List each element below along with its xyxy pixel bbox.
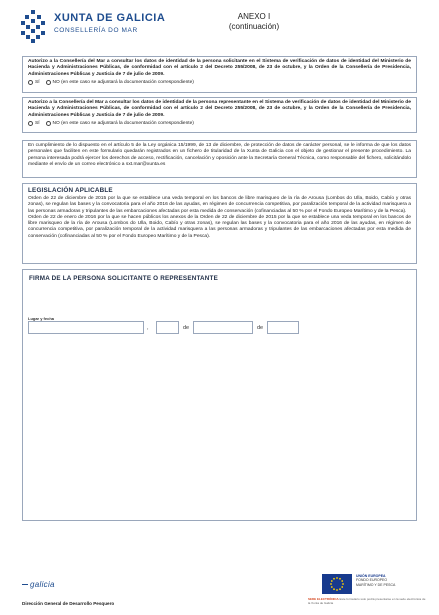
annex-subtitle: (continuación) [228,22,280,31]
annex-heading [194,12,314,32]
sede-brand: SEDE ELECTRÓNICA [308,597,339,601]
day-field[interactable] [156,321,179,334]
authorization-applicant-box [22,56,417,93]
authorization-applicant-yes-radio[interactable] [28,80,33,85]
electronic-office-note [308,598,426,605]
year-field[interactable] [267,321,299,334]
galicia-footer-logo [22,574,55,592]
eu-line-2: FONDO EUROPEO [356,578,388,583]
xunta-logo-icon [18,10,48,44]
de-separator-2: de [257,325,264,331]
page-header [14,8,425,52]
galicia-mark-text: galicia [30,580,55,589]
place-field[interactable] [28,321,144,334]
annex-title: ANEXO I [237,12,271,21]
data-protection-box [22,140,417,178]
authorization-representative-box [22,97,417,133]
month-field[interactable] [193,321,253,334]
authorization-representative-options [28,121,411,126]
eu-fund-text [356,574,426,587]
authorization-representative-yes-label: SÍ [35,120,40,126]
legislation-title: LEGISLACIÓN APLICABLE [28,187,113,194]
authorization-applicant-no-label: NO (en este caso se adjuntará la documentación correspondiente) [52,79,194,85]
footer-department: Dirección General de Desarrollo Pesquero [22,601,115,606]
authorization-applicant-text: Autorizo a la Consellería del Mar a consultar los datos de identidad de la persona solicitante en el Sistema de verificación de datos de identidad del Ministerio de Hacienda y Administraciones Públicas, de conformidad con el artículo 2 del Decreto 255/2008, de 23 de octubre, y la Orden de la Consellería de Presidencia, Administraciones Públicas y Justicia de 7 de julio de 2009. [28,59,411,77]
signature-box [22,269,417,521]
authorization-representative-text: Autorizo a la Consellería del Mar a consultar los datos de identidad de la persona representante en el Sistema de verificación de datos de identidad del Ministerio de Hacienda y Administraciones Públicas, de conformidad con el artículo 2 del Decreto 255/2008, de 23 de octubre, y la Orden de la Consellería de Presidencia, Administraciones Públicas y Justicia de 7 de julio de 2009. [28,100,411,118]
legislation-paragraph-2: Orden de 22 de enero de 2016 por la que se hacen públicos los anexos de la Orden de 22 de diciembre de 2015 por la que se establece una veda temporal en los bancos de libre marisqueo de la ría de Arousa (Lombos do Ulla, Boido, Cabío y otras zonas), se regulan las bases y la convocatoria para el año 2016 de las ayudas, en régimen de concurrencia competitiva, por paralización temporal de la actividad marisquera a las personas armadoras y tripulantes de las embarcaciones afectadas por esta medida de conservación (cofinanciadas al 50 % por el Fondo Europeo Marítimo y de la Pesca). [28,214,411,239]
authorization-applicant-options [28,80,411,85]
sede-text: Este formulario solo podrá presentarse en la sede electrónica de la Xunta de Galicia [308,597,426,605]
eu-flag-icon [322,574,352,594]
authorization-applicant-no-radio[interactable] [46,80,51,85]
comma-separator: , [147,325,149,331]
authorization-applicant-yes-label: SÍ [35,79,40,85]
authorization-representative-yes-radio[interactable] [28,121,33,126]
signature-title: FIRMA DE LA PERSONA SOLICITANTE O REPRESENTANTE [29,275,218,282]
place-date-label: Lugar y fecha [28,316,55,321]
authorization-representative-no-label: NO (en este caso se adjuntará la documentación correspondiente) [52,120,194,126]
logo-title: XUNTA DE GALICIA [54,12,166,24]
logo-subtitle: CONSELLERÍA DO MAR [54,27,138,34]
legislation-box [22,183,417,264]
eu-line-1: UNIÓN EUROPEA [356,574,386,578]
legislation-paragraph-1: Orden de 22 de diciembre de 2015 por la que se establece una veda temporal en los bancos de libre marisqueo de la ría de Arousa (Lombos do Ulla, Boido, Cabío y otras zonas), se regulan las bases y la convocatoria para el año 2016 de las ayudas, en régimen de concurrencia competitiva, por paralización temporal de la actividad marisquera a las personas armadoras y tripulantes de las embarcaciones afectadas por esta medida de conservación (cofinanciadas al 50 % por el Fondo Europeo Marítimo y de la Pesca). [28,196,411,214]
eu-line-3: MARÍTIMO Y DE PESCA [356,582,396,587]
data-protection-text: En cumplimiento de lo dispuesto en el artículo 5 de la Ley orgánica 15/1999, de 13 de diciembre, de protección de datos de carácter personal, se le informa de que los datos personales que faciliten en este formulario quedarán registrados en un fichero de titularidad de la Xunta de Galicia con el objeto de gestionar el presente procedimiento. La persona interesada podrá ejercer los derechos de acceso, rectificación, cancelación y oposición ante la Secretaría General Técnica, como responsable del fichero, solicitándolo mediante el envío de un correo electrónico a sxt.mar@xunta.es [28,143,411,167]
de-separator-1: de [183,325,190,331]
authorization-representative-no-radio[interactable] [46,121,51,126]
